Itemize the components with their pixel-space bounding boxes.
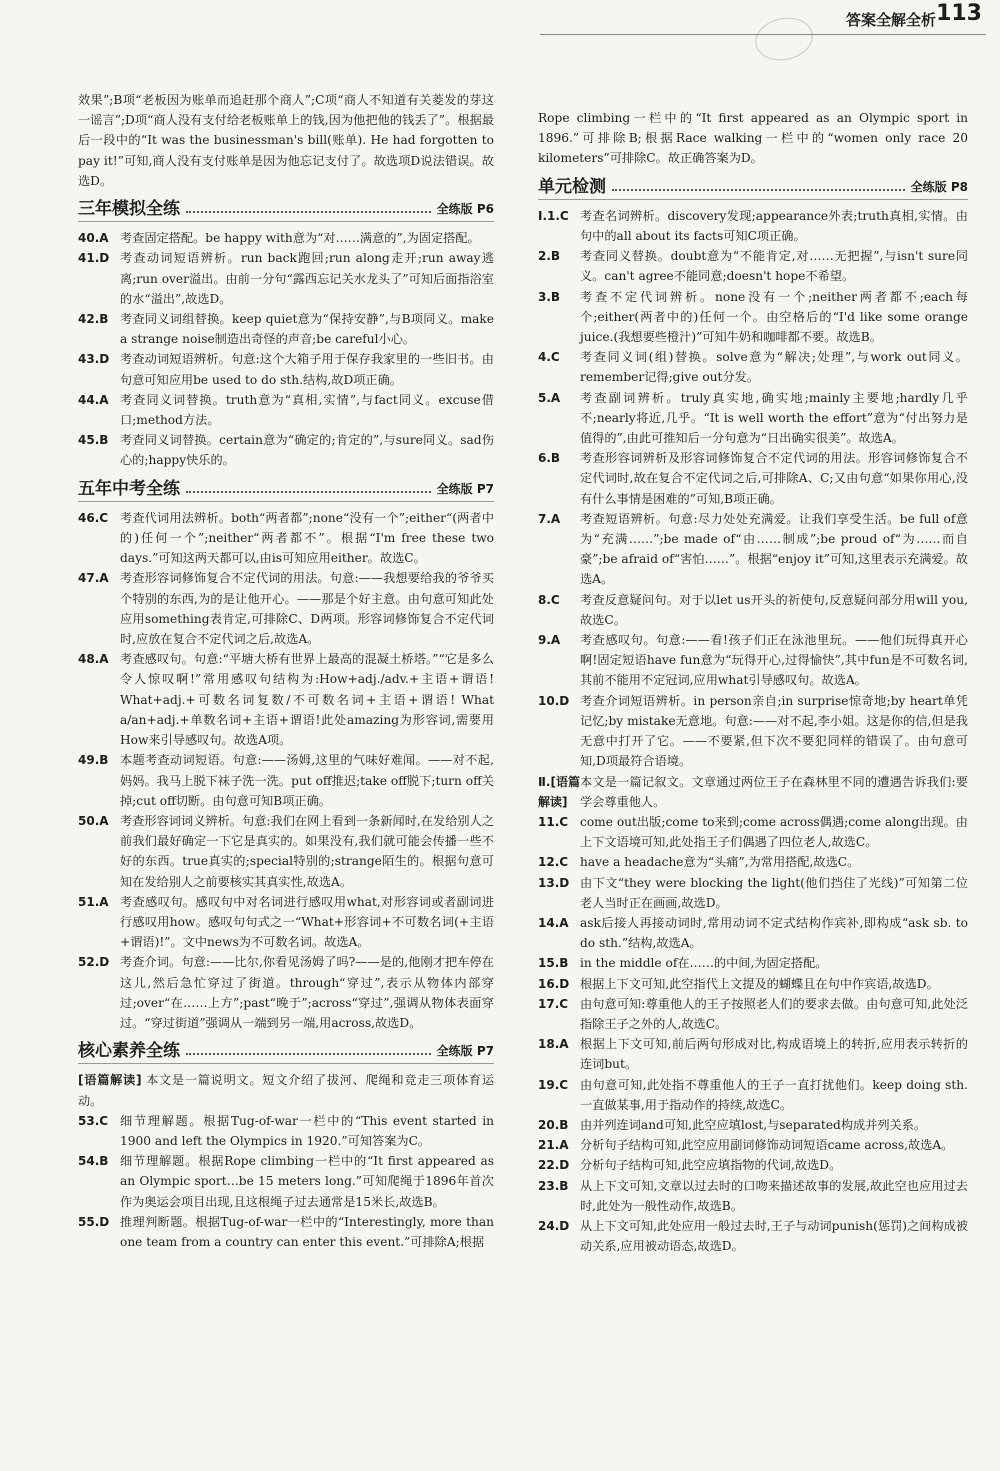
answer-item bbox=[78, 349, 494, 389]
right-column bbox=[538, 108, 968, 1256]
answer-explanation: 根据上下文可知,前后两句形成对比,构成语境上的转折,应用表示转折的连词but。 bbox=[580, 1037, 968, 1072]
answer-item bbox=[538, 1034, 968, 1074]
answer-explanation: 推理判断题。根据Tug-of-war一栏中的“Interestingly, more than one team from a country can enter this event.”可排除A;根据 bbox=[120, 1214, 494, 1249]
answer-item bbox=[78, 1151, 494, 1212]
answer-explanation: 分析句子结构可知,此空应填指物的代词,故选D。 bbox=[580, 1158, 842, 1173]
section-page-ref: 全练版 P7 bbox=[436, 1044, 494, 1059]
answer-number: 54.B bbox=[78, 1154, 109, 1169]
answer-explanation: 考查同义词组替换。keep quiet意为“保持安静”,与B项同义。make a strange noise制造出奇怪的声音;be careful小心。 bbox=[120, 312, 494, 347]
answer-explanation: 由句意可知:尊重他人的王子按照老人们的要求去做。由句意可知,此处泛指除王子之外的人,故选C。 bbox=[580, 996, 968, 1031]
page-header bbox=[0, 0, 1000, 40]
section-heading bbox=[78, 479, 494, 502]
stamp-seal bbox=[751, 12, 816, 65]
answer-number: 41.D bbox=[78, 251, 110, 266]
answer-item bbox=[538, 873, 968, 913]
answer-item bbox=[78, 649, 494, 750]
answer-explanation: 从上下文可知,此处应用一般过去时,王子与动词punish(惩罚)之间构成被动关系,应用被动语态,故选D。 bbox=[580, 1218, 968, 1254]
answer-number: 51.A bbox=[78, 894, 109, 909]
answer-number: 11.C bbox=[538, 814, 569, 829]
answer-item bbox=[78, 1111, 494, 1151]
answer-item bbox=[78, 390, 494, 430]
answer-item bbox=[538, 1155, 968, 1175]
answer-number: 2.B bbox=[538, 249, 561, 264]
passage-summary-text: 本文是一篇说明文。短文介绍了拔河、爬绳和竞走三项体育运动。 bbox=[78, 1073, 495, 1108]
answer-item bbox=[538, 347, 968, 387]
section-leader-dots bbox=[186, 491, 431, 493]
answer-explanation: 考查介词。句意:——比尔,你看见汤姆了吗?——是的,他刚才把车停在这儿,然后急忙穿过了街道。through“穿过”,表示从物体内部穿过;over“在……上方”;past“晚于”;across“穿过”,强调从物体表面穿过。“穿过街道”强调从一端到另一端,用across,故选D。 bbox=[120, 955, 494, 1030]
answer-explanation: 本文是一篇记叙文。文章通过两位王子在森林里不同的遭遇告诉我们:要学会尊重他人。 bbox=[580, 774, 968, 809]
answer-explanation: 细节理解题。根据Rope climbing一栏中的“It first appeared as an Olympic sport…be 15 meters long.”可知爬绳于1896年首次作为奥运会项目出现,且这根绳子过去通常是15米长,故选B。 bbox=[120, 1154, 494, 1209]
answer-explanation: 分析句子结构可知,此空应用副词修饰动词短语came across,故选A。 bbox=[580, 1138, 954, 1153]
section-page-ref: 全练版 P6 bbox=[436, 202, 494, 217]
answer-item bbox=[538, 287, 968, 348]
answer-item bbox=[538, 953, 968, 973]
answer-number: 10.D bbox=[538, 693, 570, 708]
section-title: 五年中考全练 bbox=[78, 478, 180, 499]
answer-item bbox=[538, 1176, 968, 1216]
answer-explanation: 考查固定搭配。be happy with意为“对……满意的”,为固定搭配。 bbox=[120, 231, 480, 246]
answer-explanation: 考查形容词修饰复合不定代词的用法。句意:——我想要给我的爷爷买个特别的东西,为的是让他开心。——那是个好主意。由句意可知此处应用something表肯定,可排除C、D两项。形容词修饰复合不定代词时,应放在复合不定代词之后,故选A。 bbox=[120, 571, 494, 647]
answer-number: 48.A bbox=[78, 652, 109, 667]
answer-number: Ⅱ.[语篇解读] bbox=[538, 774, 580, 809]
section-heading bbox=[538, 177, 968, 200]
answer-number: 23.B bbox=[538, 1178, 569, 1193]
answer-item bbox=[538, 913, 968, 953]
answer-number: 5.A bbox=[538, 390, 561, 405]
continued-paragraph: Rope climbing一栏中的“It first appeared as an Olympic sport in 1896.”可排除B;根据Race walking一栏中的“women only race 20 kilometers”可排除C。故正确答案为D。 bbox=[538, 111, 968, 166]
answer-number: 53.C bbox=[78, 1113, 109, 1128]
answer-item bbox=[78, 430, 494, 470]
answer-number: 24.D bbox=[538, 1218, 570, 1233]
answer-item bbox=[78, 248, 494, 309]
answer-item bbox=[78, 309, 494, 349]
answer-explanation: 考查感叹句。句意:——看!孩子们正在泳池里玩。——他们玩得真开心啊!固定短语have fun意为“玩得开心,过得愉快”,其中fun是不可数名词,其前不能用不定冠词,应用what引导感叹句。故选A。 bbox=[580, 633, 968, 688]
answer-explanation: 考查感叹句。句意:“平塘大桥有世界上最高的混凝土桥塔。”“它是多么令人惊叹啊!”常用感叹句结构为:How+adj./adv.+主语+谓语! What+adj.+可数名词复数/不可数名词+主语+谓语! What a/an+adj.+单数名词+主语+谓语!此处amazing为形容词,需要用How来引导感叹句。故选A项。 bbox=[120, 652, 494, 748]
answer-item bbox=[538, 630, 968, 691]
answer-explanation: 根据上下文可知,此空指代上文提及的蝴蝶且在句中作宾语,故选D。 bbox=[580, 976, 939, 991]
passage-summary-tag: [语篇解读] bbox=[78, 1073, 142, 1088]
answer-explanation: 从上下文可知,文章以过去时的口吻来描述故事的发展,故此空也应用过去时,此处为一般性动作,故选B。 bbox=[580, 1178, 968, 1213]
answer-item bbox=[78, 750, 494, 811]
answer-item bbox=[538, 1115, 968, 1135]
answer-explanation: 考查同义词替换。truth意为“真相,实情”,与fact同义。excuse借口;method方法。 bbox=[120, 392, 494, 428]
section-page-ref: 全练版 P7 bbox=[436, 481, 494, 496]
answer-item bbox=[78, 892, 494, 953]
answer-item bbox=[538, 994, 968, 1034]
answer-explanation: have a headache意为“头痛”,为常用搭配,故选C。 bbox=[580, 855, 860, 870]
answer-number: 18.A bbox=[538, 1037, 569, 1052]
answer-explanation: 考查同义词替换。certain意为“确定的;肯定的”,与sure同义。sad伤心的;happy快乐的。 bbox=[120, 433, 494, 468]
answer-item bbox=[538, 1135, 968, 1155]
answer-item bbox=[78, 568, 494, 649]
answer-item bbox=[538, 691, 968, 772]
answer-number: 3.B bbox=[538, 289, 561, 304]
answer-explanation: come out出版;come to来到;come across偶遇;come along出现。由上下文语境可知,此处指王子们偶遇了四位老人,故选C。 bbox=[580, 814, 968, 850]
answer-number: 22.D bbox=[538, 1158, 570, 1173]
answer-number: 19.C bbox=[538, 1077, 569, 1092]
section-title: 三年模拟全练 bbox=[78, 199, 180, 220]
answer-number: 46.C bbox=[78, 510, 109, 525]
answer-item bbox=[538, 852, 968, 872]
answer-number: 49.B bbox=[78, 753, 109, 768]
answer-number: 42.B bbox=[78, 312, 109, 327]
answer-item bbox=[78, 1212, 494, 1252]
answer-number: 14.A bbox=[538, 915, 569, 930]
answer-item bbox=[538, 590, 968, 630]
answer-explanation: 考查代词用法辨析。both“两者都”;none“没有一个”;either“(两者中的)任何一个”;neither“两者都不”。根据“I'm free these two days.”可知这两天都可以,由is可知应用either。故选C。 bbox=[120, 510, 494, 566]
answer-item bbox=[538, 448, 968, 509]
answer-item bbox=[538, 1216, 968, 1256]
section-title: 核心素养全练 bbox=[78, 1041, 180, 1062]
answer-number: 47.A bbox=[78, 571, 109, 586]
answer-item bbox=[78, 811, 494, 892]
answer-number: 8.C bbox=[538, 592, 560, 607]
answer-explanation: 由下文“they were blocking the light(他们挡住了光线)”可知第二位老人当时正在画画,故选D。 bbox=[580, 875, 968, 910]
answer-number: 20.B bbox=[538, 1117, 569, 1132]
answer-explanation: 考查形容词词义辨析。句意:我们在网上看到一条新闻时,在发给别人之前我们最好确定一下它是真实的。如果没有,我们就可能会传播一些不好的东西。true真实的;special特别的;strange陌生的。根据句意可知在发给别人之前要核实其真实性,故选A。 bbox=[120, 813, 494, 889]
answer-number: 16.D bbox=[538, 976, 570, 991]
answer-explanation: 考查感叹句。感叹句中对名词进行感叹用what,对形容词或者副词进行感叹用how。感叹句句式之一“What+形容词+不可数名词(+主语+谓语)!”。文中news为不可数名词。故选A。 bbox=[120, 894, 494, 950]
answer-explanation: 考查动词短语辨析。run back跑回;run along走开;run away逃离;run over溢出。由前一分句“露西忘记关水龙头了”可知后面指浴室的水“溢出”,故选D。 bbox=[120, 251, 494, 306]
answer-explanation: 考查反意疑问句。对于以let us开头的祈使句,反意疑问部分用will you,故选C。 bbox=[580, 592, 968, 627]
answer-explanation: in the middle of在……的中间,为固定搭配。 bbox=[580, 956, 828, 971]
answer-number: 52.D bbox=[78, 955, 110, 970]
answer-number: Ⅰ.1.C bbox=[538, 208, 569, 223]
answer-explanation: 考查副词辨析。truly真实地,确实地;mainly主要地;hardly几乎不;nearly将近,几乎。“It is well worth the effort”意为“付出努力是值得的”,由此可推知后一分句意为“日出确实很美”。故选A。 bbox=[580, 390, 968, 446]
answer-item bbox=[538, 246, 968, 286]
answer-item bbox=[538, 812, 968, 852]
answer-item bbox=[78, 508, 494, 569]
answer-item bbox=[538, 509, 968, 590]
header-divider bbox=[540, 34, 986, 35]
answer-explanation: ask后接人再接动词时,常用动词不定式结构作宾补,即构成“ask sb. to do sth.”结构,故选A。 bbox=[580, 915, 968, 951]
section-leader-dots bbox=[612, 189, 905, 191]
answer-number: 7.A bbox=[538, 511, 561, 526]
answer-number: 15.B bbox=[538, 956, 569, 971]
answer-number: 9.A bbox=[538, 633, 561, 648]
answer-number: 4.C bbox=[538, 350, 560, 365]
answer-number: 45.B bbox=[78, 433, 109, 448]
answer-explanation: 考查介词短语辨析。in person亲自;in surprise惊奇地;by heart单凭记忆;by mistake无意地。句意:——对不起,李小姐。这是你的信,但是我无意中打开了它。——不要紧,但下次不要犯同样的错误了。由句意可知,D项最符合语境。 bbox=[580, 693, 968, 769]
continued-paragraph: 效果”;B项“老板因为账单而追赶那个商人”;C项“商人不知道有关菱发的芽这一谣言”;D项“商人没有支付给老板账单上的钱,因为他把他的钱丢了”。根据最后一段中的“It was the businessman's bill(账单). He had forgotten to pay it!”可知,商人没有支付账单是因为他忘记支付了。故选项D说法错误。故选D。 bbox=[78, 93, 494, 188]
answer-explanation: 考查动词短语辨析。句意:这个大箱子用于保存我家里的一些旧书。由句意可知应用be used to do sth.结构,故D项正确。 bbox=[120, 352, 494, 387]
page-number: 113 bbox=[936, 1, 982, 26]
header-title: 答案全解全析 bbox=[845, 11, 936, 29]
section-leader-dots bbox=[186, 1053, 431, 1055]
section-leader-dots bbox=[186, 211, 431, 213]
answer-number: 6.B bbox=[538, 451, 561, 466]
answer-explanation: 本题考查动词短语。句意:——汤姆,这里的气味好难闻。——对不起,妈妈。我马上脱下袜子洗一洗。put off推迟;take off脱下;turn off关掉;cut off切断。由句意可知B项正确。 bbox=[120, 753, 494, 808]
answer-number: 17.C bbox=[538, 996, 569, 1011]
answer-number: 50.A bbox=[78, 813, 109, 828]
answer-number: 13.D bbox=[538, 875, 570, 890]
answer-number: 44.A bbox=[78, 392, 109, 407]
section-heading bbox=[78, 1041, 494, 1064]
answer-item bbox=[538, 206, 968, 246]
answer-number: 40.A bbox=[78, 231, 109, 246]
answer-explanation: 考查同义词(组)替换。solve意为“解决;处理”,与work out同义。remember记得;give out分发。 bbox=[580, 350, 968, 385]
answer-number: 21.A bbox=[538, 1138, 569, 1153]
answer-explanation: 由并列连词and可知,此空应填lost,与separated构成并列关系。 bbox=[580, 1117, 927, 1132]
answer-item bbox=[78, 228, 494, 248]
answer-item bbox=[538, 772, 968, 812]
answer-explanation: 考查短语辨析。句意:尽力处处充满爱。让我们享受生活。be full of意为“充满……”;be made of“由……制成”;be proud of“为……而自豪”;be afraid of“害怕……”。根据“enjoy it”可知,这里表示充满爱。故选A。 bbox=[580, 511, 968, 587]
answer-explanation: 细节理解题。根据Tug-of-war一栏中的“This event started in 1900 and left the Olympics in 1920.”可知答案为C。 bbox=[120, 1113, 494, 1148]
answer-explanation: 考查不定代词辨析。none没有一个;neither两者都不;each每个;either(两者中的)任何一个。由空格后的“I'd like some orange juice.(我想要些橙汁)”可知牛奶和咖啡都不要。故选B。 bbox=[580, 289, 968, 345]
answer-number: 43.D bbox=[78, 352, 110, 367]
section-page-ref: 全练版 P8 bbox=[910, 179, 968, 194]
answer-item bbox=[538, 974, 968, 994]
answer-item bbox=[538, 1075, 968, 1115]
passage-summary bbox=[78, 1070, 494, 1110]
answer-number: 55.D bbox=[78, 1214, 110, 1229]
answer-item bbox=[78, 952, 494, 1033]
answer-explanation: 考查名词辨析。discovery发现;appearance外表;truth真相,实情。由句中的all about its facts可知C项正确。 bbox=[580, 208, 968, 244]
answer-number: 12.C bbox=[538, 855, 569, 870]
section-heading bbox=[78, 199, 494, 222]
answer-explanation: 由句意可知,此处指不尊重他人的王子一直打扰他们。keep doing sth.一直做某事,用于指动作的持续,故选C。 bbox=[580, 1077, 968, 1112]
left-column bbox=[78, 90, 494, 1252]
section-title: 单元检测 bbox=[538, 176, 606, 197]
answer-item bbox=[538, 388, 968, 449]
answer-explanation: 考查形容词辨析及形容词修饰复合不定代词的用法。形容词修饰复合不定代词时,故在复合不定代词之后,可排除A、C;又由句意“如果你用心,没有什么事情是困难的”可知,B项正确。 bbox=[580, 451, 968, 506]
answer-explanation: 考查同义替换。doubt意为“不能肯定,对……无把握”,与isn't sure同义。can't agree不能同意;doesn't hope不希望。 bbox=[580, 249, 968, 284]
